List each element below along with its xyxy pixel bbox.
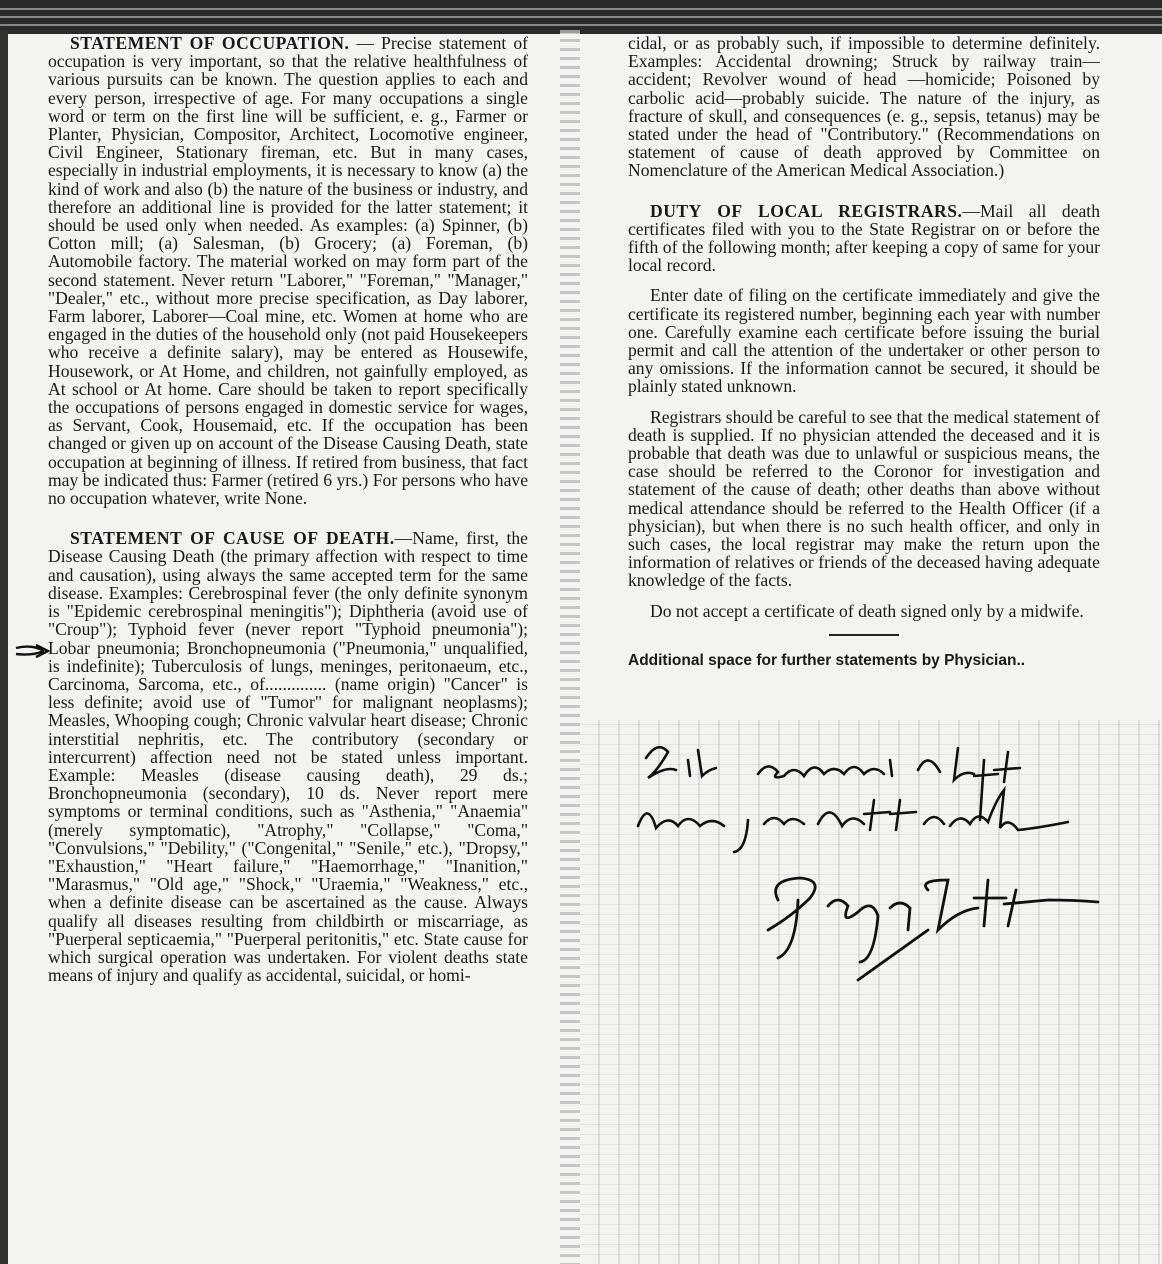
registrars-heading: DUTY OF LOCAL REGISTRARS. [650, 200, 963, 221]
registrars-paragraph [628, 202, 1100, 275]
physician-paragraph: Registrars should be careful to see that the medical statement of death is supplied. If no physician attended the deceased and it is probable that death was due to unlawful or suspicious means, the case should be referred to the Coronor for investigation and statement of the cause of death; other deaths than above without medical attendance should be referred to the Health Officer (if a physician), but when there is no such health officer, and only in such cases, the local registrar may make the return upon the information of relatives or friends of the deceased having adequate knowledge of the facts. [628, 406, 1100, 591]
additional-space-label: Additional space for further statements by Physician.. [628, 651, 1026, 669]
left-page-edge [0, 30, 8, 1264]
continued-paragraph: cidal, or as probably such, if impossible to determine definitely. Examples: Accidental drowning; Struck by railway train—accident; Revolver wound of head —homicide; Poisoned by carbolic acid—probably suicide. The nature of the injury, as fracture of skull, and consequences (e. g., sepsis, tetanus) may be stated under the head of "Contributory." (Recommendations on statement of cause of death approved by Committee on Nomenclature of the American Medical Association.) [628, 33, 1100, 181]
hand-arrow-icon [14, 640, 54, 662]
left-column [48, 34, 528, 984]
filing-paragraph: Enter date of filing on the certificate immediately and give the certificate its registered number, beginning each year with number one. Carefully examine each certificate before issuing the burial permit and call the attention of the undertaker or other person to any omissions. If the information cannot be secured, it should be plainly stated unknown. [628, 285, 1100, 397]
right-column [628, 34, 1100, 670]
section-divider [829, 634, 899, 636]
midwife-paragraph: Do not accept a certificate of death signed only by a midwife. [650, 600, 1084, 621]
handwritten-notes [628, 730, 1108, 990]
cause-text: —Name, first, the Disease Causing Death (the primary affection with respect to time and causation), using always the same accepted term for the same disease. Examples: Cerebrospinal fever (the only definite synonym is "Epidemic cerebrospinal meningitis"); Diphtheria (avoid use of "Croup"); Typhoid fever (never report "Typhoid pneumonia"); Lobar pneumonia; Bronchopneumonia ("Pneumonia," unqualified, is indefinite); Tuberculosis of lungs, meninges, peritonaeum, etc., Carcinoma, Sarcoma, etc., of.............. (name origin) "Cancer" is less definite; avoid use of "Tumor" for malignant neoplasms); Measles, Whooping cough; Chronic valvular heart disease; Chronic interstitial nephritis, etc. The contributory (secondary or intercurrent) affection need not be stated unless important. Example: Measles (disease causing death), 29 ds.; Bronchopneumonia (secondary), 10 ds. Never report mere symptoms or terminal conditions, such as "Asthenia," "Anaemia" (merely symptomatic), "Atrophy," "Collapse," "Coma," "Convulsions," "Debility," ("Congenital," "Senile," etc.), "Dropsy," "Exhaustion," "Heart failure," "Haemorrhage," "Inanition," "Marasmus," "Old age," "Shock," "Uraemia," "Weakness," etc., when a definite disease can be ascertained as the cause. Always qualify all diseases resulting from childbirth or miscarriage, as "Puerperal septicaemia," "Puerperal peritonitis," etc. State cause for which surgical operation was undertaken. For violent deaths state means of injury and qualify as accidental, suicidal, or homi- [48, 528, 528, 986]
occupation-heading: STATEMENT OF OCCUPATION. [70, 33, 350, 53]
occupation-paragraph [48, 34, 528, 507]
page-fold [560, 30, 580, 1264]
registrars-text: —Mail all death certificates filed with you to the State Registrar on or before the fifth of the following month; after keeping a copy of same for your local record. [628, 200, 1100, 276]
physician-signature [768, 878, 1098, 980]
occupation-text: — Precise statement of occupation is very important, so that the relative healthfulness of various pursuits can be known. The question applies to each and every person, irrespective of age. For many occupations a single word or term on the first line will be sufficient, e. g., Farmer or Planter, Physician, Compositor, Architect, Locomotive engineer, Civil Engineer, Stationary fireman, etc. But in many cases, especially in industrial employments, it is necessary to know (a) the kind of work and also (b) the nature of the business or industry, and therefore an additional line is provided for the latter statement; it should be used only when needed. As examples: (a) Spinner, (b) Cotton mill; (a) Salesman, (b) Grocery; (a) Foreman, (b) Automobile factory. The material worked on may form part of the second statement. Never return "Laborer," "Foreman," "Manager," "Dealer," etc., without more precise specification, as Day laborer, Farm laborer, Laborer—Coal mine, etc. Women at home who are engaged in the duties of the household only (not paid Housekeepers who receive a definite salary), may be entered as Housewife, Housework, or At Home, and children, not gainfully employed, as At school or At home. Care should be taken to report specifically the occupations of persons engaged in domestic service for wages, as Servant, Cook, Housemaid, etc. If the occupation has been changed or given up on account of the Disease Causing Death, state occupation at beginning of illness. If retired from business, that fact may be indicated thus: Farmer (retired 6 yrs.) For persons who have no occupation whatever, write None. [48, 33, 528, 509]
top-dark-band [0, 0, 1162, 34]
handwritten-note [638, 747, 1068, 852]
cause-heading: STATEMENT OF CAUSE OF DEATH. [70, 528, 395, 549]
cause-paragraph [48, 529, 528, 984]
